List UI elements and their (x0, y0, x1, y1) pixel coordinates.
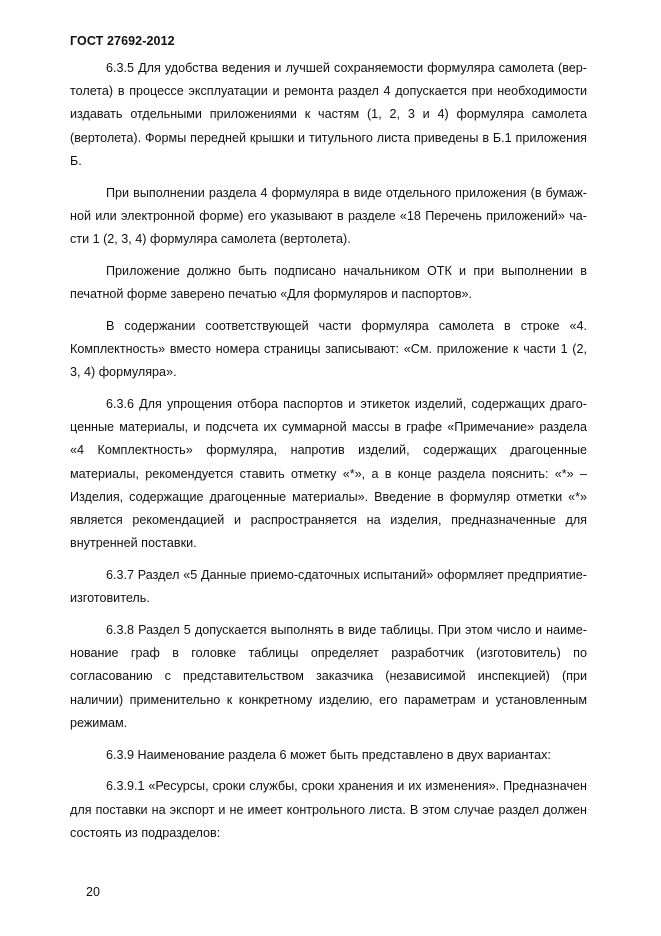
paragraph-6-3-7: 6.3.7 Раздел «5 Данные приемо-сдаточных испытаний» оформляет предприятие-изготовитель. (70, 568, 587, 606)
paragraph-6-3-9: 6.3.9 Наименование раздела 6 может быть представлено в двух вариантах: (106, 747, 551, 762)
paragraph-appendix-signature: Приложение должно быть подписано начальником ОТК и при выполнении в печатной форме заверено печатью «Для формуляров и паспортов». (70, 263, 587, 302)
paragraph-6-3-8: 6.3.8 Раздел 5 допускается выполнять в виде таблицы. При этом число и наименование граф в головке таблицы определяет разработчик (изготовитель) по согласованию с представительством заказчика (независимой инспекцией) (при наличии) применительно к конкретному изделию, его параметрам и установленным режимам. (70, 623, 587, 730)
document-header: ГОСТ 27692-2012 (70, 34, 175, 48)
paragraph-contents-note: В содержании соответствующей части формуляра самолета в строке «4. Комплектность» вместо номера страницы записывают: «См. приложение к части 1 (2, 3, 4) формуляра». (70, 318, 587, 380)
paragraph-6-3-6: 6.3.6 Для упрощения отбора паспортов и этикеток изделий, содержащих драгоценные материалы, и подсчета их суммарной массы в графе «Примечание» раздела «4 Комплектность» формуляра, напротив изделий, содержащих драгоценные материалы, рекомендуется ставить отметку «*», а в конце раздела пояснить: «*» – Изделия, содержащие драгоценные материалы». Введение в формуляр отметки «*» является рекомендацией и распространяется на изделия, предназначенные для внутренней поставки. (70, 397, 587, 551)
paragraph-appendix-execution: При выполнении раздела 4 формуляра в виде отдельного приложения (в бумажной или электронной форме) его указывают в разделе «18 Перечень приложений» части 1 (2, 3, 4) формуляра самолета (вертолета). (70, 185, 587, 247)
paragraph-6-3-5: 6.3.5 Для удобства ведения и лучшей сохраняемости формуляра самолета (вертолета) в процессе эксплуатации и ремонта раздел 4 допускается при необходимости издавать отдельными приложениями к частям (1, 2, 3 и 4) формуляра самолета (вертолета). Формы передней крышки и титульного листа приведены в Б.1 приложения Б. (70, 61, 587, 168)
page-number: 20 (86, 885, 100, 899)
paragraph-6-3-9-1: 6.3.9.1 «Ресурсы, сроки службы, сроки хранения и их изменения». Предназначен для поставки на экспорт и не имеет контрольного листа. В этом случае раздел должен состоять из подразделов: (70, 779, 587, 840)
document-body (70, 57, 587, 845)
